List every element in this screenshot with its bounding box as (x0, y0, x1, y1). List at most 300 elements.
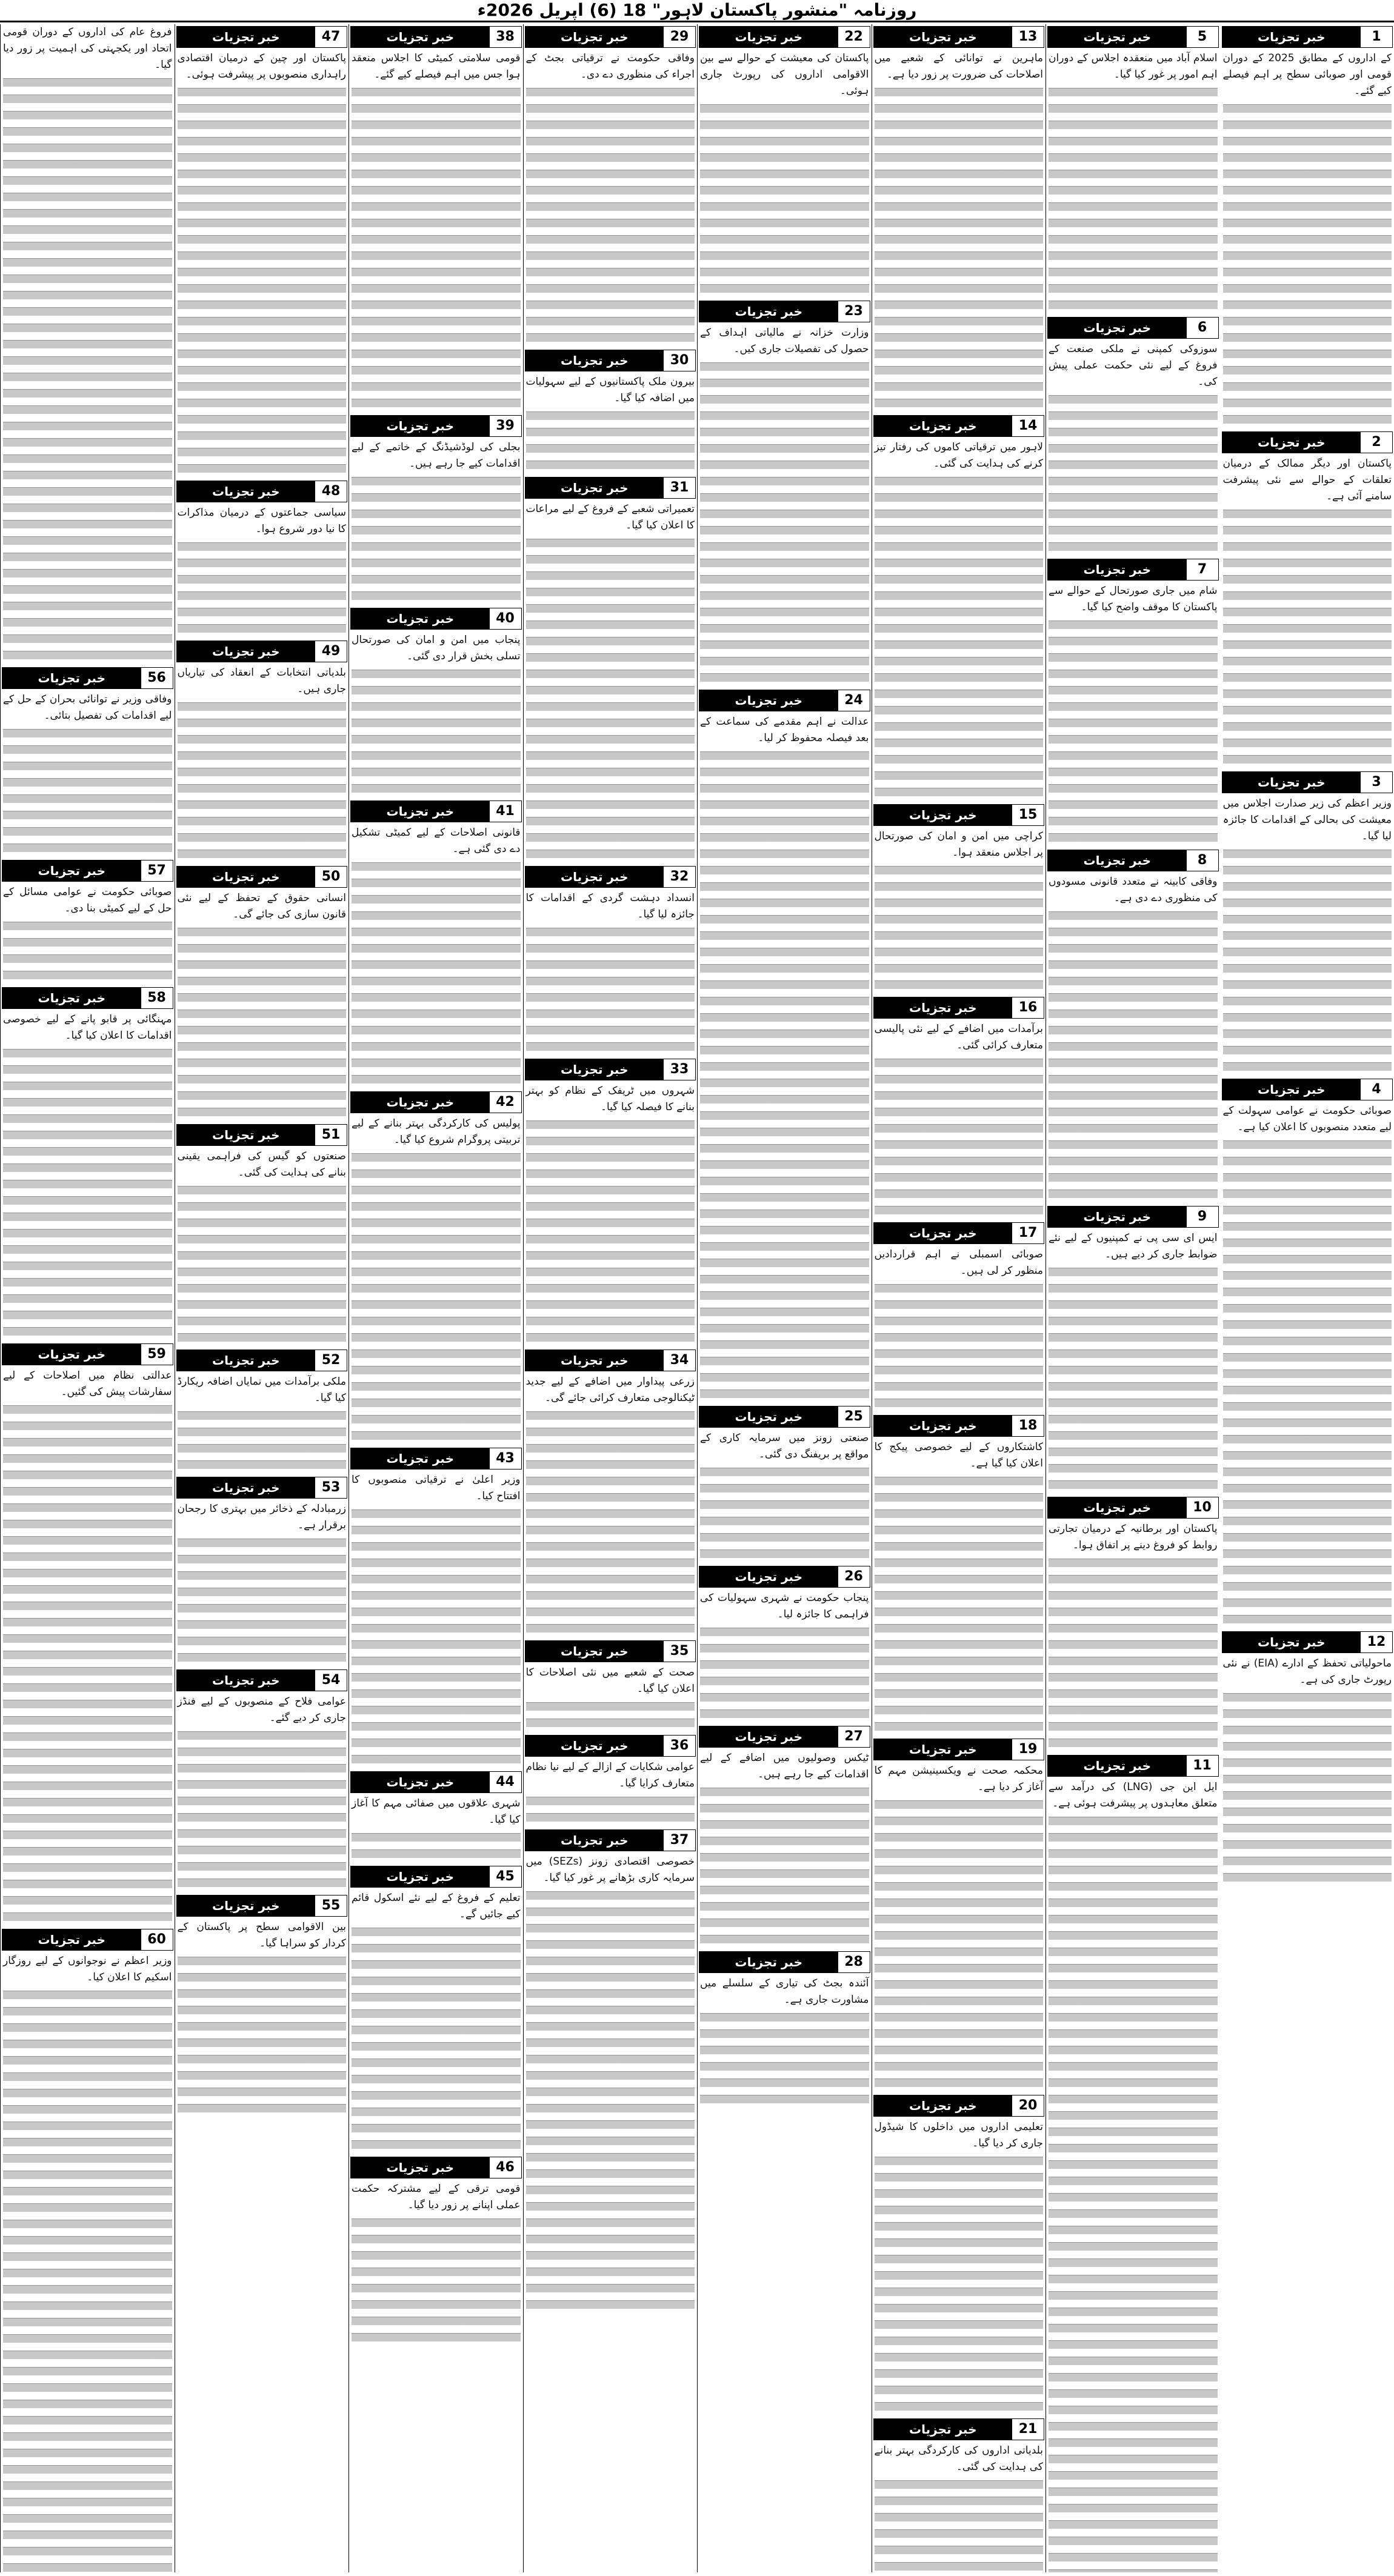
story-text-continuation (1223, 101, 1392, 428)
news-story (175, 1477, 349, 1666)
story-header (1047, 1497, 1219, 1519)
story-text-continuation (700, 101, 869, 297)
story-body (175, 665, 349, 862)
story-body (1221, 1656, 1394, 1886)
story-header (699, 690, 870, 711)
story-number: 25 (838, 1406, 870, 1427)
story-header (1047, 559, 1219, 581)
story-text-continuation (526, 408, 695, 473)
story-header (525, 350, 696, 371)
story-number: 10 (1187, 1497, 1218, 1518)
story-number: 27 (838, 1726, 870, 1747)
story-text: شام میں جاری صورتحال کے حوالے سے پاکستان کا موقف واضح کیا گیا۔ (1049, 585, 1218, 613)
news-column (0, 24, 175, 2572)
story-body (872, 1763, 1046, 2091)
story-label: خبر تجزیات (177, 481, 316, 502)
story-number: 50 (315, 867, 347, 887)
story-body (1046, 341, 1220, 555)
story-number: 60 (141, 1929, 173, 1950)
news-story (349, 26, 523, 411)
story-body (524, 1374, 698, 1637)
story-text: وفاقی حکومت نے ترقیاتی بجٹ کے اجراء کی منظوری دے دی۔ (525, 52, 695, 81)
news-story (1, 667, 175, 856)
story-text-continuation (526, 1408, 695, 1637)
story-text-continuation (1049, 1813, 1218, 2572)
story-number: 8 (1187, 850, 1218, 871)
story-body (175, 50, 349, 477)
story-number: 18 (1012, 1416, 1044, 1436)
story-label: خبر تجزیات (525, 1641, 664, 1662)
story-header (699, 26, 870, 48)
story-text: وفاقی کابینہ نے متعدد قانونی مسودوں کی منظوری دے دی ہے۔ (1049, 876, 1218, 904)
story-body (1046, 1230, 1220, 1493)
news-story (1, 1343, 175, 1925)
news-story (1, 860, 175, 983)
story-text-continuation (526, 1888, 695, 2313)
news-column (175, 24, 349, 2572)
story-text-continuation (352, 2215, 521, 2346)
story-header (525, 1829, 696, 1851)
story-label: خبر تجزیات (177, 1895, 316, 1916)
story-body (698, 325, 872, 686)
story-header (699, 301, 870, 322)
story-number: 44 (490, 1772, 521, 1792)
story-label: خبر تجزیات (1222, 1079, 1361, 1100)
story-body (872, 50, 1046, 411)
story-label: خبر تجزیات (351, 1772, 490, 1792)
story-label: خبر تجزیات (874, 1739, 1013, 1760)
news-column (872, 24, 1046, 2572)
story-label: خبر تجزیات (1222, 772, 1361, 793)
news-story (1, 1929, 175, 2572)
story-text-continuation (526, 1117, 695, 1346)
story-text-continuation (1223, 1137, 1392, 1628)
story-text: قومی ترقی کے لیے مشترکہ حکمت عملی اپنانے پر زور دیا گیا۔ (352, 2183, 521, 2211)
news-story (524, 26, 698, 346)
story-label: خبر تجزیات (177, 641, 316, 662)
story-number: 1 (1361, 27, 1392, 47)
story-label: خبر تجزیات (177, 1670, 316, 1691)
story-number: 49 (315, 641, 347, 662)
story-header (873, 804, 1045, 826)
news-story (1046, 317, 1220, 555)
story-text: تعلیم کے فروغ کے لیے نئے اسکول قائم کیے جائیں گے۔ (352, 1892, 521, 1920)
story-body (1046, 583, 1220, 846)
story-number: 35 (664, 1641, 695, 1662)
story-text-continuation (178, 1408, 347, 1473)
story-text: مہنگائی پر قابو پانے کے لیے خصوصی اقدامات کا اعلان کیا گیا۔ (3, 1013, 172, 1042)
news-story (175, 1895, 349, 2117)
story-header (1047, 26, 1219, 48)
story-number: 42 (490, 1092, 521, 1113)
story-text-continuation (526, 1699, 695, 1731)
story-label: خبر تجزیات (699, 27, 838, 47)
story-label: خبر تجزیات (177, 1477, 316, 1498)
story-text-continuation (875, 1797, 1044, 2091)
story-label: خبر تجزیات (1048, 318, 1187, 338)
story-header (1047, 1755, 1219, 1777)
story-header (2, 987, 173, 1009)
story-text-continuation (352, 1150, 521, 1444)
story-label: خبر تجزیات (874, 27, 1013, 47)
story-body (1, 24, 175, 664)
story-text: قانونی اصلاحات کے لیے کمیٹی تشکیل دے دی گئی ہے۔ (352, 827, 521, 855)
story-number: 37 (664, 1830, 695, 1851)
story-number: 40 (490, 608, 521, 629)
story-text: انسداد دہشت گردی کے اقدامات کا جائزہ لیا گیا۔ (525, 892, 695, 920)
story-label: خبر تجزیات (1048, 1756, 1187, 1776)
story-body (349, 1116, 523, 1444)
story-label: خبر تجزیات (525, 478, 664, 498)
story-header (525, 1059, 696, 1080)
story-text-continuation (178, 84, 347, 477)
story-body (524, 1083, 698, 1346)
story-header (350, 415, 522, 437)
story-text-continuation (178, 1728, 347, 1891)
story-body (872, 2119, 1046, 2415)
story-number: 21 (1012, 2419, 1044, 2440)
story-header (176, 481, 348, 502)
story-text: ایس ای سی پی نے کمپنیوں کے لیے نئے ضوابط جاری کر دیے ہیں۔ (1049, 1232, 1218, 1260)
story-text-continuation (526, 535, 695, 862)
story-header (350, 26, 522, 48)
story-number: 32 (664, 867, 695, 887)
story-label: خبر تجزیات (525, 1830, 664, 1851)
story-label: خبر تجزیات (525, 1736, 664, 1756)
news-story (349, 608, 523, 797)
news-story (872, 1222, 1046, 1411)
story-header (2, 667, 173, 689)
news-story (872, 804, 1046, 993)
news-story (524, 1735, 698, 1826)
story-text: پنجاب میں امن و امان کی صورتحال تسلی بخش قرار دی گئی۔ (352, 634, 521, 662)
story-text: وزیر اعظم کی زیر صدارت اجلاس میں معیشت کی بحالی کے اقدامات کا جائزہ لیا گیا۔ (1222, 797, 1392, 842)
story-label: خبر تجزیات (2, 1344, 141, 1365)
story-text: بلدیاتی انتخابات کے انعقاد کی تیاریاں جاری ہیں۔ (177, 667, 346, 695)
story-text-continuation (3, 1045, 172, 1340)
story-text-continuation (352, 1924, 521, 2153)
story-header (699, 1951, 870, 1973)
story-header (350, 800, 522, 822)
masthead (0, 0, 1394, 22)
story-label: خبر تجزیات (1048, 27, 1187, 47)
story-number: 46 (490, 2157, 521, 2178)
story-label: خبر تجزیات (351, 27, 490, 47)
story-body (1046, 1779, 1220, 2572)
story-text-continuation (3, 725, 172, 856)
story-body (175, 1148, 349, 1346)
story-header (525, 1640, 696, 1662)
story-number: 31 (664, 478, 695, 498)
story-text: صنعتی زونز میں سرمایہ کاری کے مواقع پر بریفنگ دی گئی۔ (700, 1432, 869, 1460)
story-number: 36 (664, 1736, 695, 1756)
news-story (1221, 431, 1394, 768)
story-header (873, 2418, 1045, 2440)
story-header (1047, 850, 1219, 871)
story-label: خبر تجزیات (177, 27, 316, 47)
news-column (523, 24, 698, 2572)
story-header (176, 1350, 348, 1371)
story-body (1046, 1521, 1220, 1751)
story-number: 13 (1012, 27, 1044, 47)
story-body (524, 1665, 698, 1731)
story-text: سوزوکی کمپنی نے ملکی صنعت کے فروغ کے لیے نئی حکمت عملی پیش کی۔ (1049, 343, 1218, 388)
news-story (175, 1124, 349, 1346)
story-text-continuation (178, 1182, 347, 1346)
story-label: خبر تجزیات (525, 1059, 664, 1080)
news-story (1046, 1206, 1220, 1493)
story-body (524, 1854, 698, 2313)
story-text-continuation (1049, 1555, 1218, 1751)
story-text-continuation (178, 1953, 347, 2117)
story-number: 55 (315, 1895, 347, 1916)
story-text-continuation (700, 1464, 869, 1562)
newspaper-page (0, 24, 1394, 2572)
story-text: ایل این جی (LNG) کی درآمد سے متعلق معاہدوں پر پیشرفت ہوئی ہے۔ (1049, 1781, 1218, 1809)
story-text-continuation (352, 84, 521, 411)
story-label: خبر تجزیات (2, 1929, 141, 1950)
news-story (698, 26, 872, 297)
story-header (176, 1895, 348, 1917)
story-label: خبر تجزیات (351, 2157, 490, 2178)
story-text-continuation (700, 748, 869, 1402)
story-body (349, 50, 523, 411)
story-header (1222, 26, 1393, 48)
story-text-continuation (875, 2477, 1044, 2572)
news-story (698, 1951, 872, 2108)
story-header (873, 1739, 1045, 1760)
story-label: خبر تجزیات (874, 416, 1013, 436)
news-story (524, 1350, 698, 1637)
story-header (350, 2157, 522, 2178)
story-label: خبر تجزیات (1048, 1206, 1187, 1227)
story-label: خبر تجزیات (699, 1566, 838, 1587)
story-body (349, 439, 523, 604)
story-text: وزارت خزانہ نے مالیاتی اہداف کے حصول کی تفصیلات جاری کیں۔ (700, 327, 869, 355)
story-text: بین الاقوامی سطح پر پاکستان کے کردار کو سراہا گیا۔ (177, 1921, 346, 1949)
story-header (873, 1222, 1045, 1244)
news-story (175, 641, 349, 862)
news-story (1, 24, 175, 664)
story-body (1, 1368, 175, 1925)
story-text: ملکی برآمدات میں نمایاں اضافہ ریکارڈ کیا گیا۔ (177, 1376, 346, 1404)
story-label: خبر تجزیات (699, 690, 838, 711)
story-number: 16 (1012, 997, 1044, 1018)
story-body (872, 1439, 1046, 1735)
story-body (872, 1021, 1046, 1219)
story-label: خبر تجزیات (2, 668, 141, 688)
news-story (872, 415, 1046, 800)
story-text: پاکستان اور دیگر ممالک کے درمیان تعلقات کے حوالے سے نئی پیشرفت سامنے آئی ہے۔ (1222, 458, 1392, 502)
story-header (873, 1415, 1045, 1437)
story-number: 28 (838, 1952, 870, 1972)
masthead-title: روزنامہ "منشور پاکستان لاہور" 18 (6) اپریل 2026ء (477, 0, 917, 20)
story-number: 17 (1012, 1223, 1044, 1243)
story-text: صحت کے شعبے میں نئی اصلاحات کا اعلان کیا گیا۔ (525, 1666, 695, 1695)
story-label: خبر تجزیات (874, 997, 1013, 1018)
story-header (1047, 1206, 1219, 1228)
story-text: عوامی شکایات کے ازالے کے لیے نیا نظام متعارف کرایا گیا۔ (525, 1761, 695, 1789)
story-header (2, 1343, 173, 1365)
news-story (1046, 1497, 1220, 1751)
story-body (1, 884, 175, 983)
story-label: خبر تجزیات (351, 801, 490, 822)
story-text: کراچی میں امن و امان کی صورتحال پر اجلاس منعقد ہوا۔ (874, 830, 1043, 859)
story-text: پاکستان کی معیشت کے حوالے سے بین الاقوامی اداروں کی رپورٹ جاری ہوئی۔ (700, 52, 869, 97)
story-body (698, 1590, 872, 1722)
story-number: 24 (838, 690, 870, 711)
story-text: صوبائی اسمبلی نے اہم قراردادیں منظور کر لی ہیں۔ (874, 1248, 1043, 1277)
news-story (349, 1771, 523, 1862)
story-text-continuation (352, 666, 521, 797)
story-text: سیاسی جماعتوں کے درمیان مذاکرات کا نیا دور شروع ہوا۔ (177, 507, 346, 535)
story-number: 14 (1012, 416, 1044, 436)
story-text: صنعتوں کو گیس کی فراہمی یقینی بنانے کی ہدایت کی گئی۔ (177, 1150, 346, 1179)
story-body (349, 1472, 523, 1768)
story-body (1, 691, 175, 856)
story-body (698, 1975, 872, 2108)
story-number: 33 (664, 1059, 695, 1080)
story-label: خبر تجزیات (351, 1092, 490, 1113)
story-label: خبر تجزیات (525, 27, 664, 47)
story-label: خبر تجزیات (1222, 1632, 1361, 1652)
news-story (872, 26, 1046, 411)
story-number: 52 (315, 1350, 347, 1371)
story-number: 58 (141, 988, 173, 1008)
story-header (525, 1350, 696, 1371)
story-header (176, 1669, 348, 1691)
story-body (698, 1750, 872, 1948)
story-body (349, 1890, 523, 2153)
story-body (524, 1759, 698, 1826)
story-text: پاکستان اور برطانیہ کے درمیان تجارتی روابط کو فروغ دینے پر اتفاق ہوا۔ (1049, 1523, 1218, 1551)
story-text-continuation (1223, 1689, 1392, 1886)
story-body (698, 1430, 872, 1562)
story-label: خبر تجزیات (874, 1416, 1013, 1436)
news-story (349, 1091, 523, 1444)
news-story (1221, 1631, 1394, 1886)
story-text: آئندہ بجٹ کی تیاری کے سلسلے میں مشاورت جاری ہے۔ (700, 1977, 869, 2006)
story-text: شہروں میں ٹریفک کے نظام کو بہتر بنانے کا فیصلہ کیا گیا۔ (525, 1085, 695, 1113)
news-story (872, 2418, 1046, 2572)
story-label: خبر تجزیات (1048, 850, 1187, 871)
story-number: 3 (1361, 772, 1392, 793)
news-story (698, 1566, 872, 1722)
news-story (524, 1829, 698, 2313)
story-text-continuation (3, 75, 172, 664)
story-number: 9 (1187, 1206, 1218, 1227)
story-text: بلدیاتی اداروں کی کارکردگی بہتر بنانے کی ہدایت کی گئی۔ (874, 2445, 1043, 2473)
news-story (524, 477, 698, 862)
news-story (698, 1406, 872, 1562)
story-text-continuation (875, 862, 1044, 993)
news-story (175, 1350, 349, 1473)
story-text-continuation (526, 1793, 695, 1826)
story-header (525, 477, 696, 499)
news-story (349, 1448, 523, 1768)
news-story (175, 1669, 349, 1891)
story-body (872, 2443, 1046, 2572)
story-number: 4 (1361, 1079, 1392, 1100)
news-story (349, 1866, 523, 2153)
story-text-continuation (178, 924, 347, 1120)
story-text-continuation (352, 1506, 521, 1768)
story-text: اسلام آباد میں منعقدہ اجلاس کے دوران اہم امور پر غور کیا گیا۔ (1049, 52, 1218, 81)
story-label: خبر تجزیات (177, 1350, 316, 1371)
story-label: خبر تجزیات (699, 1952, 838, 1972)
story-header (350, 1866, 522, 1888)
story-header (1222, 431, 1393, 453)
story-label: خبر تجزیات (874, 2095, 1013, 2116)
story-body (1221, 456, 1394, 768)
story-header (350, 608, 522, 630)
news-story (1046, 1755, 1220, 2572)
story-label: خبر تجزیات (351, 1448, 490, 1469)
story-text-continuation (1049, 908, 1218, 1202)
story-label: خبر تجزیات (874, 805, 1013, 825)
story-text: عدالتی نظام میں اصلاحات کے لیے سفارشات پیش کی گئیں۔ (3, 1370, 172, 1398)
news-story (698, 1726, 872, 1948)
news-story (872, 1415, 1046, 1735)
story-number: 2 (1361, 432, 1392, 453)
story-body (1221, 796, 1394, 1075)
news-story (698, 690, 872, 1402)
story-text-continuation (178, 699, 347, 862)
story-body (1, 1011, 175, 1340)
story-number: 15 (1012, 805, 1044, 825)
story-text: کے اداروں کے مطابق 2025 کے دوران قومی اور صوبائی سطح پر اہم فیصلے کیے گئے۔ (1222, 52, 1392, 97)
story-text-continuation (3, 918, 172, 983)
story-text: ماہرین نے توانائی کے شعبے میں اصلاحات کی ضرورت پر زور دیا ہے۔ (874, 52, 1043, 81)
story-text: لاہور میں ترقیاتی کاموں کی رفتار تیز کرنے کی ہدایت کی گئی۔ (874, 441, 1043, 470)
story-number: 19 (1012, 1739, 1044, 1760)
news-story (1046, 850, 1220, 1202)
story-text: برآمدات میں اضافے کے لیے نئی پالیسی متعارف کرائی گئی۔ (874, 1023, 1043, 1051)
story-number: 7 (1187, 559, 1218, 580)
story-text: فروغ عام کی اداروں کے دوران قومی اتحاد اور یکجہتی کی اہمیت پر زور دیا گیا۔ (3, 26, 172, 71)
news-story (175, 481, 349, 637)
story-body (175, 505, 349, 637)
story-text-continuation (700, 1624, 869, 1722)
story-body (524, 374, 698, 473)
story-number: 43 (490, 1448, 521, 1469)
story-text: ماحولیاتی تحفظ کے ادارے (EIA) نے نئی رپورٹ جاری کی ہے۔ (1222, 1657, 1392, 1686)
story-number: 41 (490, 801, 521, 822)
story-label: خبر تجزیات (699, 1726, 838, 1747)
story-body (349, 825, 523, 1088)
story-number: 30 (664, 350, 695, 371)
story-number: 38 (490, 27, 521, 47)
story-text-continuation (3, 1402, 172, 1925)
story-label: خبر تجزیات (874, 2419, 1013, 2440)
story-text: وزیر اعلیٰ نے ترقیاتی منصوبوں کا افتتاح کیا۔ (352, 1474, 521, 1502)
story-body (349, 2181, 523, 2346)
story-text: خصوصی اقتصادی زونز (SEZs) میں سرمایہ کاری بڑھانے پر غور کیا گیا۔ (525, 1855, 695, 1884)
story-text-continuation (352, 1829, 521, 1862)
story-header (699, 1726, 870, 1748)
story-header (699, 1406, 870, 1428)
story-text-continuation (1223, 846, 1392, 1075)
story-text: وفاقی وزیر نے توانائی بحران کے حل کے لیے اقدامات کی تفصیل بتائی۔ (3, 693, 172, 722)
story-text: پنجاب حکومت نے شہری سہولیات کی فراہمی کا جائزہ لیا۔ (700, 1592, 869, 1620)
story-text: انسانی حقوق کے تحفظ کے لیے نئی قانون سازی کی جائے گی۔ (177, 892, 346, 920)
story-header (350, 1771, 522, 1793)
story-text: تعمیراتی شعبے کے فروغ کے لیے مراعات کا اعلان کیا گیا۔ (525, 503, 695, 531)
story-number: 54 (315, 1670, 347, 1691)
story-label: خبر تجزیات (2, 988, 141, 1008)
story-body (175, 890, 349, 1120)
story-header (873, 2095, 1045, 2117)
